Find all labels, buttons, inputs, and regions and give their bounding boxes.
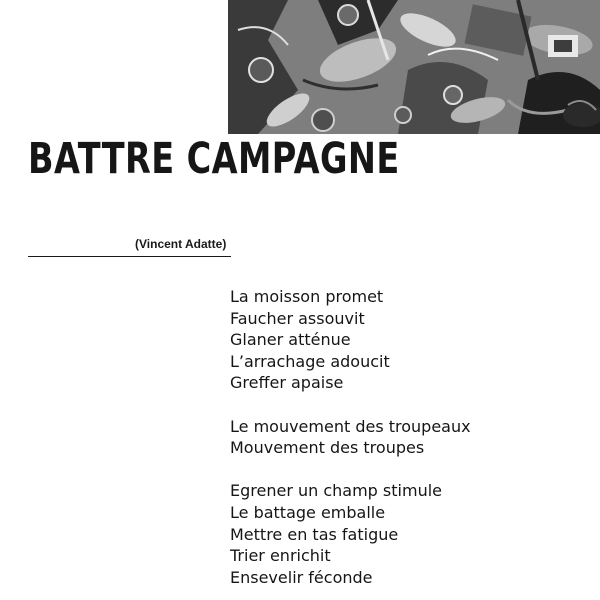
verse-line: Egrener un champ stimule xyxy=(230,481,442,501)
author-credit: (Vincent Adatte) xyxy=(135,237,227,251)
verse-line: La moisson promet xyxy=(230,287,384,306)
verse-line: Greffer apaise xyxy=(230,373,344,393)
stanza xyxy=(230,286,590,394)
poem-body xyxy=(230,286,590,588)
verse-line: Le mouvement des troupeaux xyxy=(230,416,471,436)
collage-image xyxy=(228,0,600,134)
verse-line: Mouvement des troupes xyxy=(230,438,425,458)
verse-line: Faucher assouvit xyxy=(230,308,365,328)
verse-line: Glaner atténue xyxy=(230,330,351,350)
verse-line: Trier enrichit xyxy=(230,546,331,566)
page-title: BATTRE CAMPAGNE xyxy=(28,134,400,184)
stanza xyxy=(230,416,590,459)
verse-line: Le battage emballe xyxy=(230,502,386,522)
verse-line: Mettre en tas fatigue xyxy=(230,524,399,544)
verse-line: L’arrachage adoucit xyxy=(230,351,390,371)
verse-line: Ensevelir féconde xyxy=(230,567,373,587)
stanza xyxy=(230,480,590,588)
author-rule xyxy=(28,256,231,257)
